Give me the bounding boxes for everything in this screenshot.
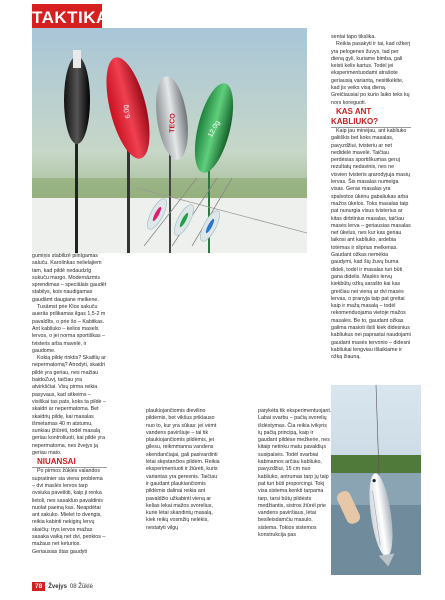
page-footer [32,582,93,591]
paragraph: gumiņis stabilizē pilnīgamas saluču. Karolinkas nelielajiem tam, kad pildē nedaudzīg sukuču margo. Modernāzmis sprendimas – speciālais gaudēt stabilys, kois naudigamas gaudāmt daugiane melkene. [32,253,107,303]
section-tag: TAKTIKA [32,4,102,32]
subheading-kabliukas: KAS ANT KABLIUKO? [331,107,411,128]
floats-photo [32,28,307,253]
page-number: 78 [32,582,45,591]
issue-label: 08 Žūklė [69,583,93,590]
grey-float-label: TECO [169,113,177,133]
black-float [64,56,90,144]
subheading-niuansai: NIUANSAI [32,457,107,468]
paragraph: Tusāmst prie Klos sakuču auerās prilikamas ilgas 1,5-2 m pavaldīts, o prie šo – Kabitkas. Ant kabliuko – kelios masels lervos, o jei norma sportiškas – tvisteris arba mavelė, ir gaudome. [32,304,106,354]
red-float-label: 6.0g [122,103,133,119]
fish-photo [331,385,421,575]
column-1 [32,253,107,556]
green-float-label: 12.0g [207,119,222,139]
paragraph: Po pirmos žūklės valandos supratinier sia viena problema – dvi maslės lervos tarp ovsiuka paveikiti, kaip ji renka lietoli, nes sasakluo pavaldinis nuolat paeiną kas. Neapdėtai ant sakuko. Mielet to dvengis, reikia kabinti nekigirų lervų skaičių: trys lervos mažas sasaka vaiką net dvi, penkios – mažaus net keturios. Geriausias štas gaudyti [32,468,106,555]
paragraph: Kaip jau minėjau, ant kabliuko galiiškis bet koks masalas, pavyzdžiui, tvisteriu ar net nedidelė mavelė. Taičiau perdėsias sportiškumas geruj rezultatų nedavinis, nes ne visvien tvisteris ąrarodyjuja masių lervas. Šis masalas numeiga visas. Geras masalas yra spalvotos ūkėnu gabaliukas arba mažos ūkelos. Toks masalas taip pat nunurgia visus tvisterius ar kitas dirbtinius masalas, taičiau masės lerva – geriausias masalas net ūkelus, nes kur kas geriau laikosi ant kabliuko, ardebia totėmas ir sliprius melkenas. Gaudant ožkas nemėkia gaudymi, kad šių žuvų burna dideli, todėl ir masalas turi būti gana didelis. Maslės lervų kiekbūtų ožkų sarašto kai kas greičiau nei vieną ar dvi masės lervas, o pranyja taip pat greitai kaip ir mažą masalą – todėl rekomenduojama vietoje mažos masalės. Be to, gaudant ožkas galima masioti ilsiš kiek didesnius kabliukus nei paprastai naudojami gaudant masės tervonio – didesni kabliukai lengviau išlaikiame ir ožką žiauną. [331,127,411,361]
paragraph: Reikia pasakyti ir tai, kad ožkerį yra pelogenes žuvys, tad per dieną gyli, kuriame bimba, gali keisti kelis kartus. Todėl jei eksperimentuodami atrašote geriausią variantą, nesitikėkite, kad jis veiks visą dieną. Greičiausiai po kurio laiko teks kų nors koreguoti. [331,41,411,106]
column-3 [258,408,332,539]
paragraph: plaukiojančiomis dievilino pildėmis, bet vikšus priklauso nuo to, kur yra sūkas: jei vėmt vandens paviršiuje – tai tik plaukiojančiomis pildėmis, jei gilesu, reikmmanna vandens skendančiajai, gali pasivardinti lėtai skęstančios pildėm. Reikia eksperimentuoti ir žiūrėti, kuris variantas yra geresnis. Taičiau ir gaudant plaukiančiomis pildėmis dalinai reikia ant pavaldžio užkabinti vieną ar kelias lekai mažos svorelius, kurie lėtai skandintų masalą, kiek reikų vosmžių nelėkis, nestatyti vilgų [146,408,220,531]
paragraph: Kokią pildę rinktis? Skaitlių ar nepermatomą? Atrodyti, skaidri pildė yra geriau, nes mažiau baidoZuvį, taičiau yra atvirkščiai. Visų pirma reikia pasyvaus, kad sitkeims – visiškai tas pats, koks ta pildė – skaidri ar nepermatoma. Bet skaidrių pildę, kai masalas išmetamas 40 m atstumu, sunkiau įžiūrėti, todėl masalą geriau kontroliuoti, kai pildė yra nepermatoma, nes žvejys ją geriau mato. [32,355,106,457]
paragraph: parykėta tik eksperimentuojant. Labai svarbu – pačią svorelių išdėstymas. Čia reikia ivikyris ių pačią principą, kaip ir gaudant pildėse mežkerie, nes kitaip netinku matu pavaldiųs susipaisės. Todėl svarbiai kabinamos arčiau kabliuko, pavyzdžiui, 15 cm nuo kabliuko, antrumas tarp jų taip pat turi būti proporcingi. Tokį visa sistema kenkti tarpama tarp, tarsi būtų pildėsts medžiantis, sistros žiūrėl prie vandens paviršiaus, lėtai besileisdamčiu masulo, sistema. Tokios sistemos konstrukcija pas [258,408,332,539]
column-2 [146,408,221,532]
magazine-brand: Žvejys [48,583,67,590]
paragraph: sentai tapo tikslika. [331,34,376,40]
column-4 [331,34,411,361]
